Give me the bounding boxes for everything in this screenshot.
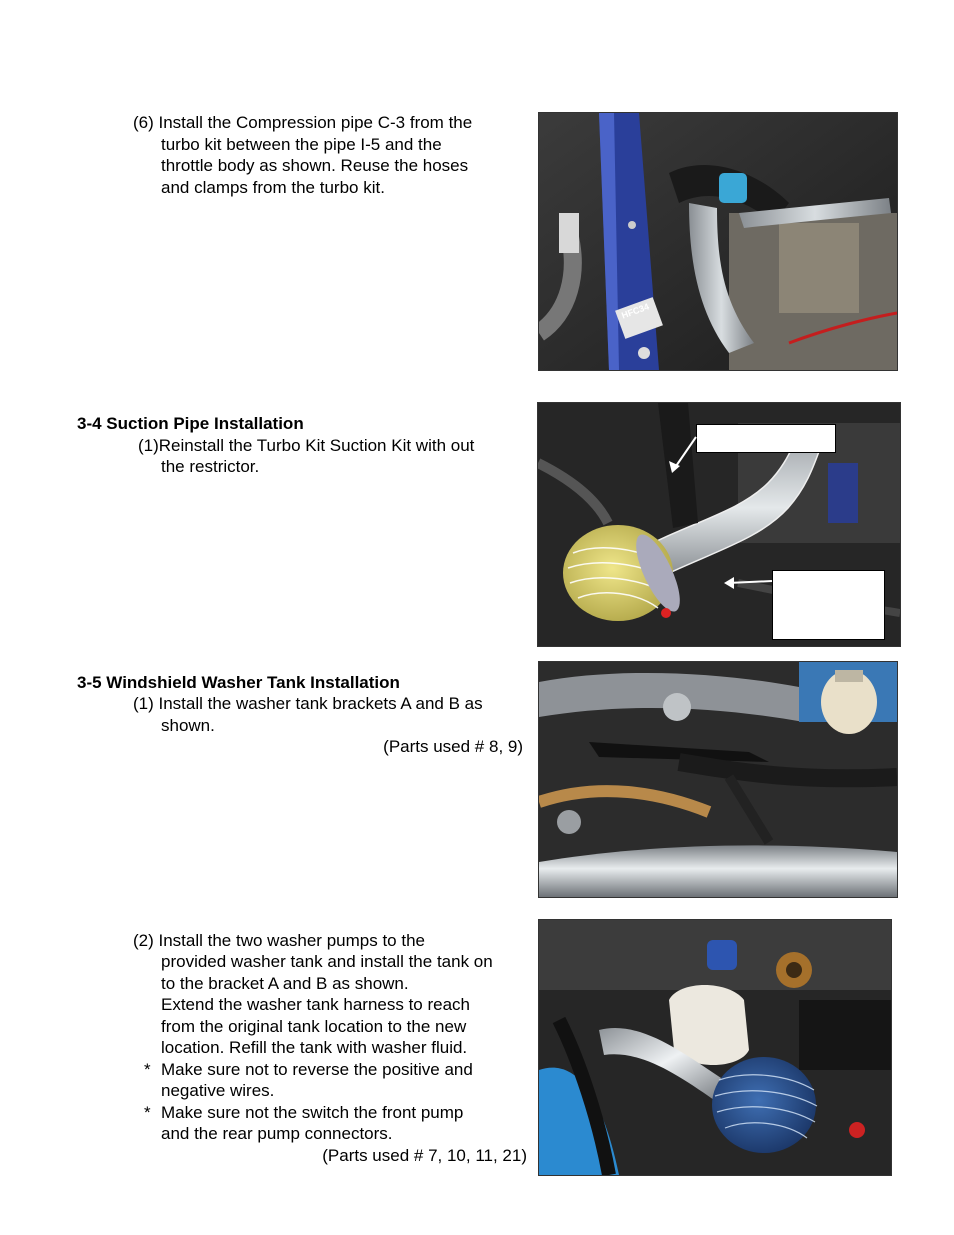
washer-bracket-photo <box>538 661 898 898</box>
step2-line-6: location. Refill the tank with washer fluid. <box>161 1038 468 1057</box>
step2-line-1: (2) Install the two washer pumps to the <box>133 931 425 950</box>
washer-tank-photo <box>538 919 892 1176</box>
section-3-4-line-2: the restrictor. <box>161 457 260 476</box>
note-2-bullet: * <box>144 1103 151 1122</box>
step6-line-1: (6) Install the Compression pipe C-3 from the <box>133 113 473 132</box>
hfc-label: HFC34 <box>620 301 651 321</box>
step2-line-4: Extend the washer tank harness to reach <box>161 995 471 1014</box>
step2-parts: (Parts used # 7, 10, 11, 21) <box>322 1146 527 1165</box>
step6-line-2: turbo kit between the pipe I-5 and the <box>161 135 442 154</box>
section-3-5-step1-line-1: (1) Install the washer tank brackets A and B as <box>133 694 483 713</box>
note-2-line-1: Make sure not the switch the front pump <box>161 1103 464 1122</box>
callout-label-top <box>696 424 836 453</box>
step2-line-5: from the original tank location to the new <box>161 1017 467 1036</box>
section-3-5-step1-line-2: shown. <box>161 716 215 735</box>
step6-line-3: throttle body as shown. Reuse the hoses <box>161 156 469 175</box>
note-1-bullet: * <box>144 1060 151 1079</box>
section-3-4-line-1: (1)Reinstall the Turbo Kit Suction Kit with out <box>138 436 475 455</box>
callout-label-bottom <box>772 570 885 640</box>
suction-pipe-photo <box>537 402 901 647</box>
compression-pipe-photo <box>538 112 898 371</box>
note-2-line-2: and the rear pump connectors. <box>161 1124 393 1143</box>
section-3-5-step1-parts: (Parts used # 8, 9) <box>383 737 523 756</box>
note-1-line-2: negative wires. <box>161 1081 275 1100</box>
step2-line-3: to the bracket A and B as shown. <box>161 974 409 993</box>
section-3-4-heading: 3-4 Suction Pipe Installation <box>77 414 304 433</box>
step6-line-4: and clamps from the turbo kit. <box>161 178 385 197</box>
step2-line-2: provided washer tank and install the tank on <box>161 952 493 971</box>
section-3-5-heading: 3-5 Windshield Washer Tank Installation <box>77 673 400 692</box>
note-1-line-1: Make sure not to reverse the positive and <box>161 1060 473 1079</box>
